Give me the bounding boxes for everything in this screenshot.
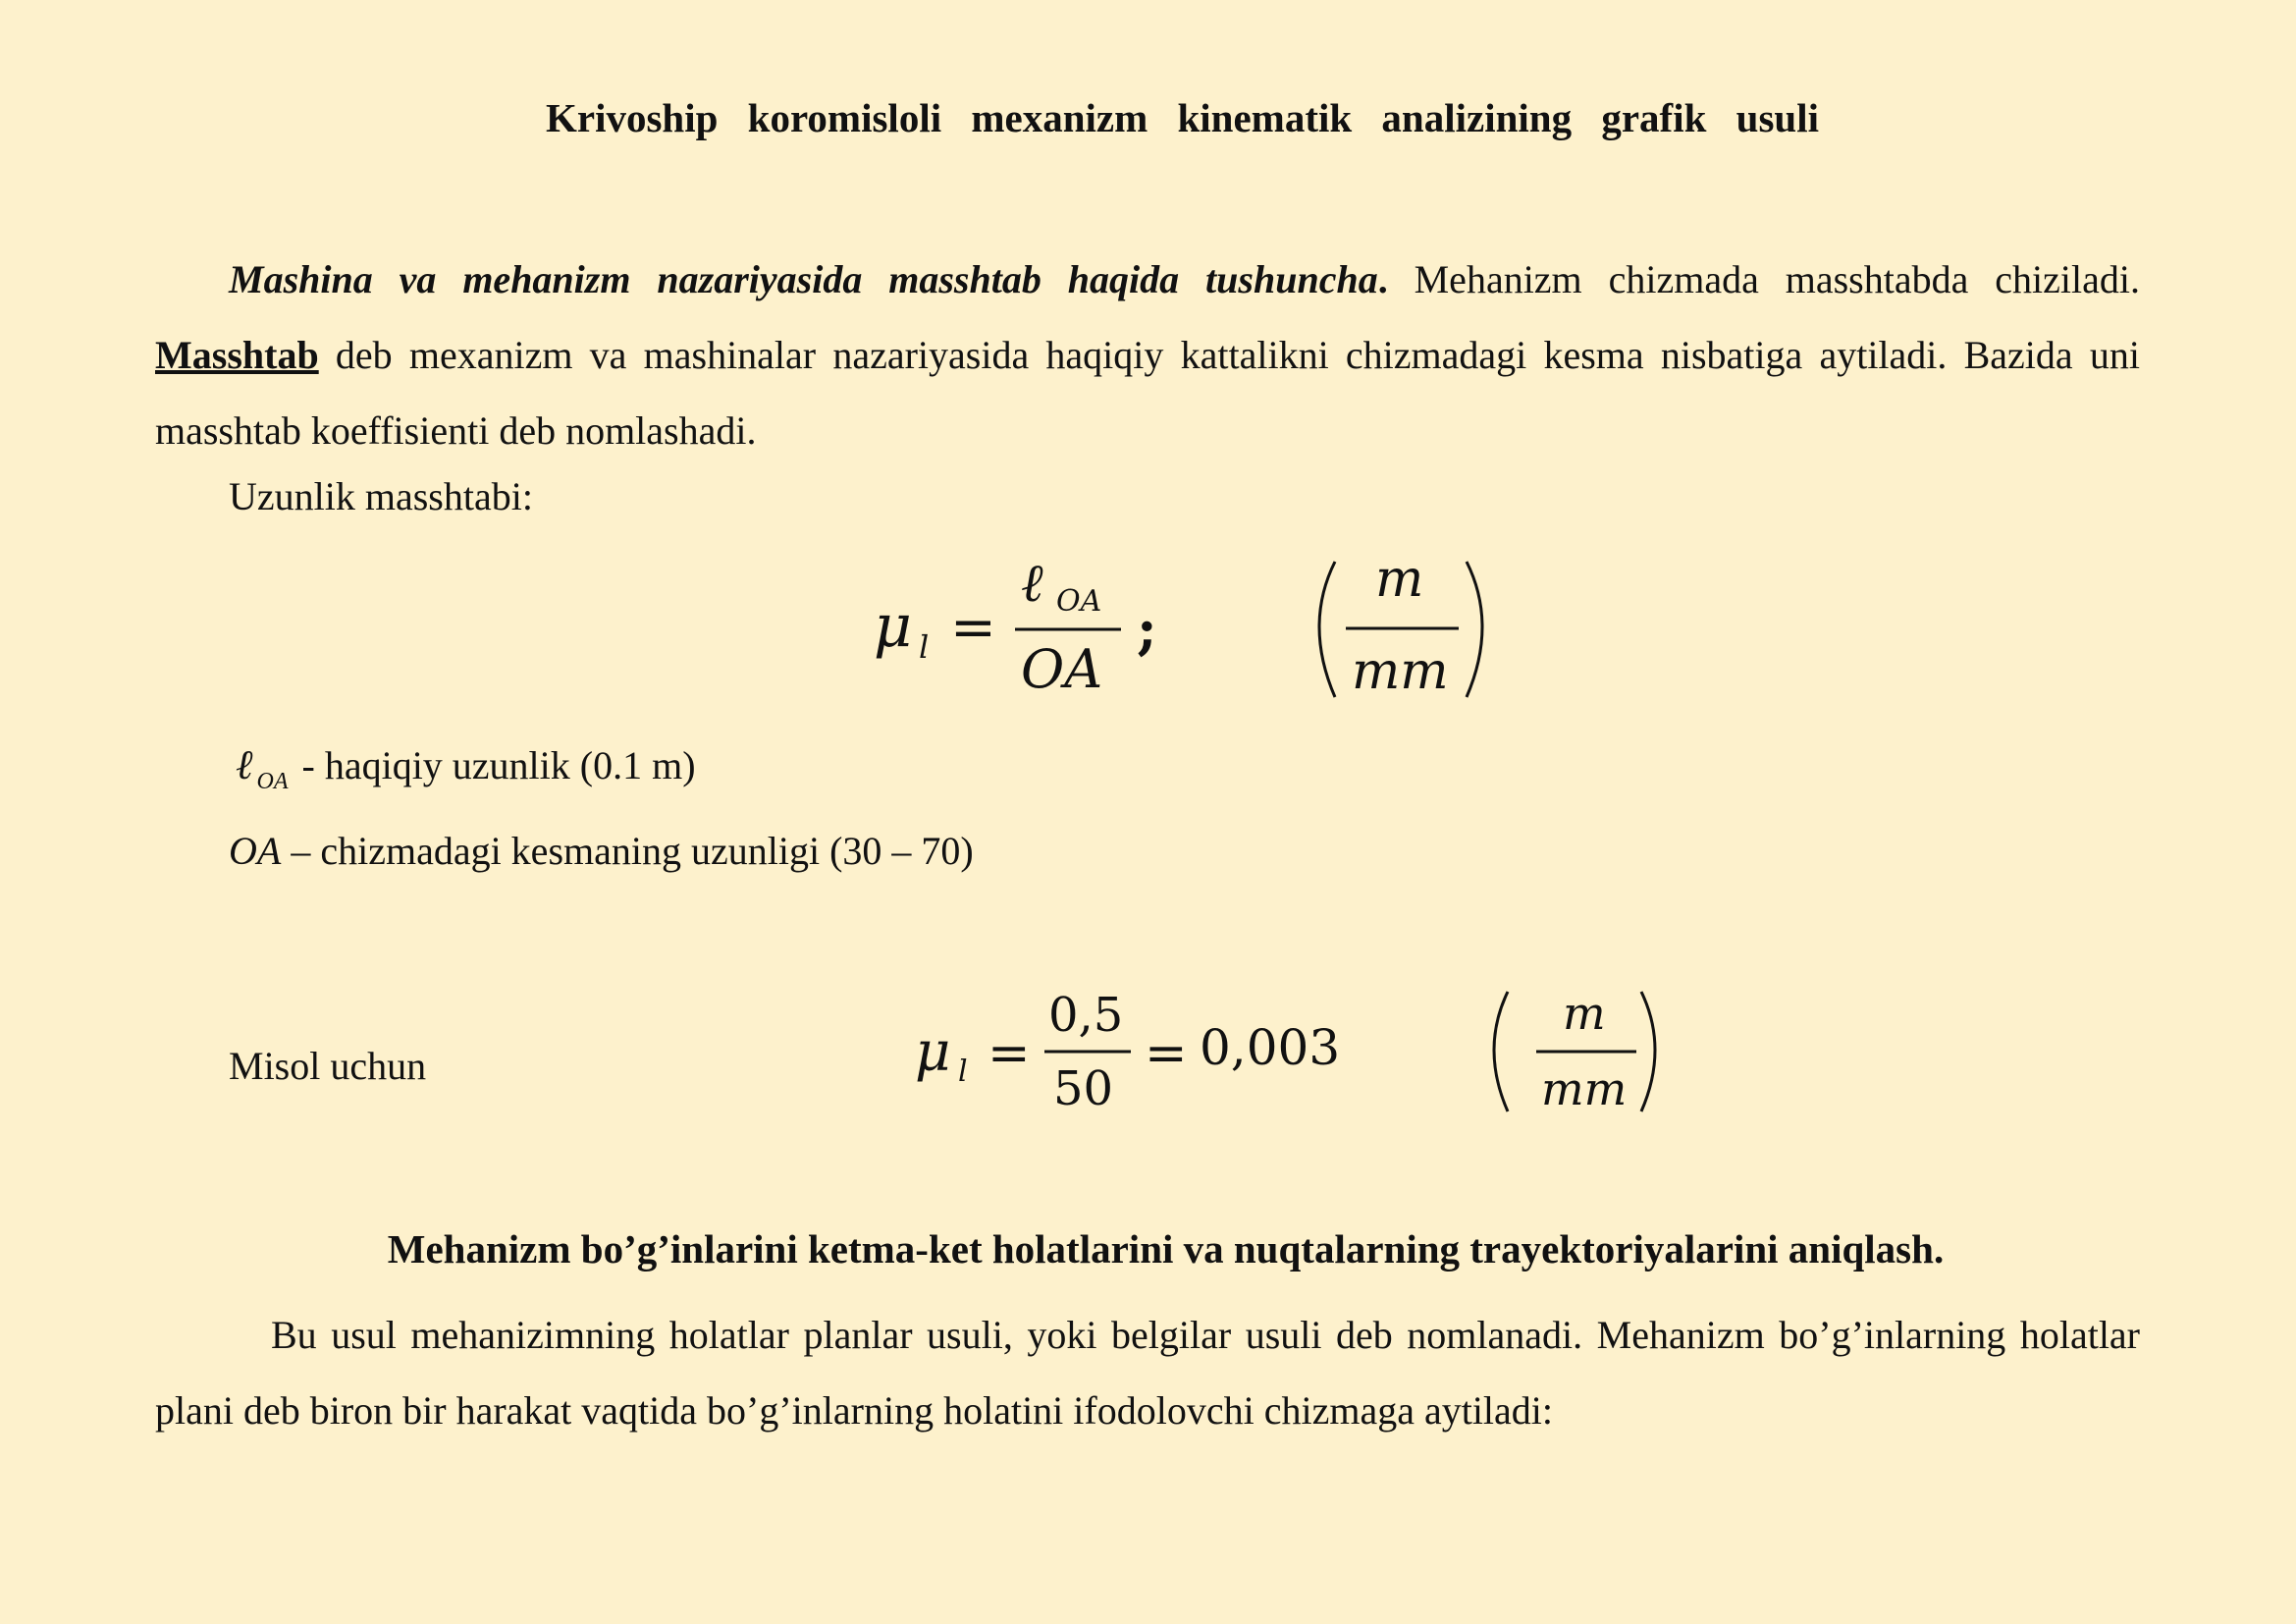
def2-text: – chizmadagi kesmaning uzunligi (30 – 70) — [281, 829, 974, 873]
semicolon: ; — [1137, 597, 1157, 662]
example-mu-symbol: μ — [915, 1020, 951, 1084]
example-equals: = — [988, 1024, 1031, 1083]
denominator-oa: OA — [1021, 638, 1103, 700]
example-left-paren — [1494, 992, 1508, 1111]
example-right-paren — [1641, 992, 1655, 1111]
def1-text: - haqiqiy uzunlik (0.1 m) — [301, 743, 696, 787]
numerator-l: ℓ — [1021, 552, 1043, 614]
unit-denominator: mm — [1352, 642, 1449, 701]
example-equals-2: = — [1145, 1024, 1188, 1083]
left-paren — [1319, 562, 1335, 697]
intro-lead-period: . — [1377, 257, 1388, 301]
masshtab-term: Masshtab — [155, 333, 319, 377]
intro-text-2: deb mexanizm va mashinalar nazariyasida haqiqiy kattalikni chizmadagi kesma nisbatiga aytiladi. Bazida uni masshtab koeffisienti deb nomlashadi. — [155, 333, 2140, 453]
example-formula — [903, 982, 1688, 1129]
intro-text-1: Mehanizm chizmada masshtabda chiziladi. — [1387, 257, 2140, 301]
equals-sign: = — [950, 596, 996, 660]
section-heading: Mehanizm bo’g’inlarini ketma-ket holatlarini va nuqtalarning trayektoriyalarini aniqlash. — [387, 1226, 1945, 1272]
intro-paragraph — [155, 242, 2140, 468]
right-paren — [1467, 562, 1482, 697]
page-title: Krivoship koromisloli mexanizm kinematik analizining grafik usuli — [545, 95, 1819, 140]
def1-subscript: OA — [256, 769, 289, 794]
mu-symbol: μ — [874, 592, 912, 661]
intro-lead: Mashina va mehanizm nazariyasida masshtab haqida tushuncha — [229, 257, 1378, 301]
mu-subscript: l — [919, 628, 930, 666]
definition-real-length — [236, 742, 696, 794]
uzunlik-label: Uzunlik masshtabi: — [229, 474, 533, 518]
def1-symbol: ℓ — [236, 743, 253, 788]
example-unit-numerator: m — [1563, 987, 1606, 1040]
definition-drawing-length — [229, 828, 974, 874]
example-denominator: 50 — [1053, 1061, 1114, 1116]
example-label: Misol uchun — [229, 1044, 427, 1088]
example-unit-denominator: mm — [1541, 1062, 1628, 1115]
positions-paragraph: Bu usul mehanizimning holatlar planlar usuli, yoki belgilar usuli deb nomlanadi. Mehanizm bo’g’inlarning holatlar plani deb biron bir harakat vaqtida bo’g’inlarning holatini ifodolovchi chizmaga aytiladi: — [155, 1313, 2140, 1433]
example-result: 0,003 — [1200, 1019, 1341, 1076]
example-numerator: 0,5 — [1048, 988, 1124, 1043]
unit-numerator: m — [1375, 550, 1424, 609]
numerator-sub: OA — [1056, 584, 1102, 619]
example-mu-subscript: l — [958, 1055, 968, 1089]
length-scale-formula — [864, 550, 1502, 707]
def2-symbol: OA — [229, 829, 282, 873]
